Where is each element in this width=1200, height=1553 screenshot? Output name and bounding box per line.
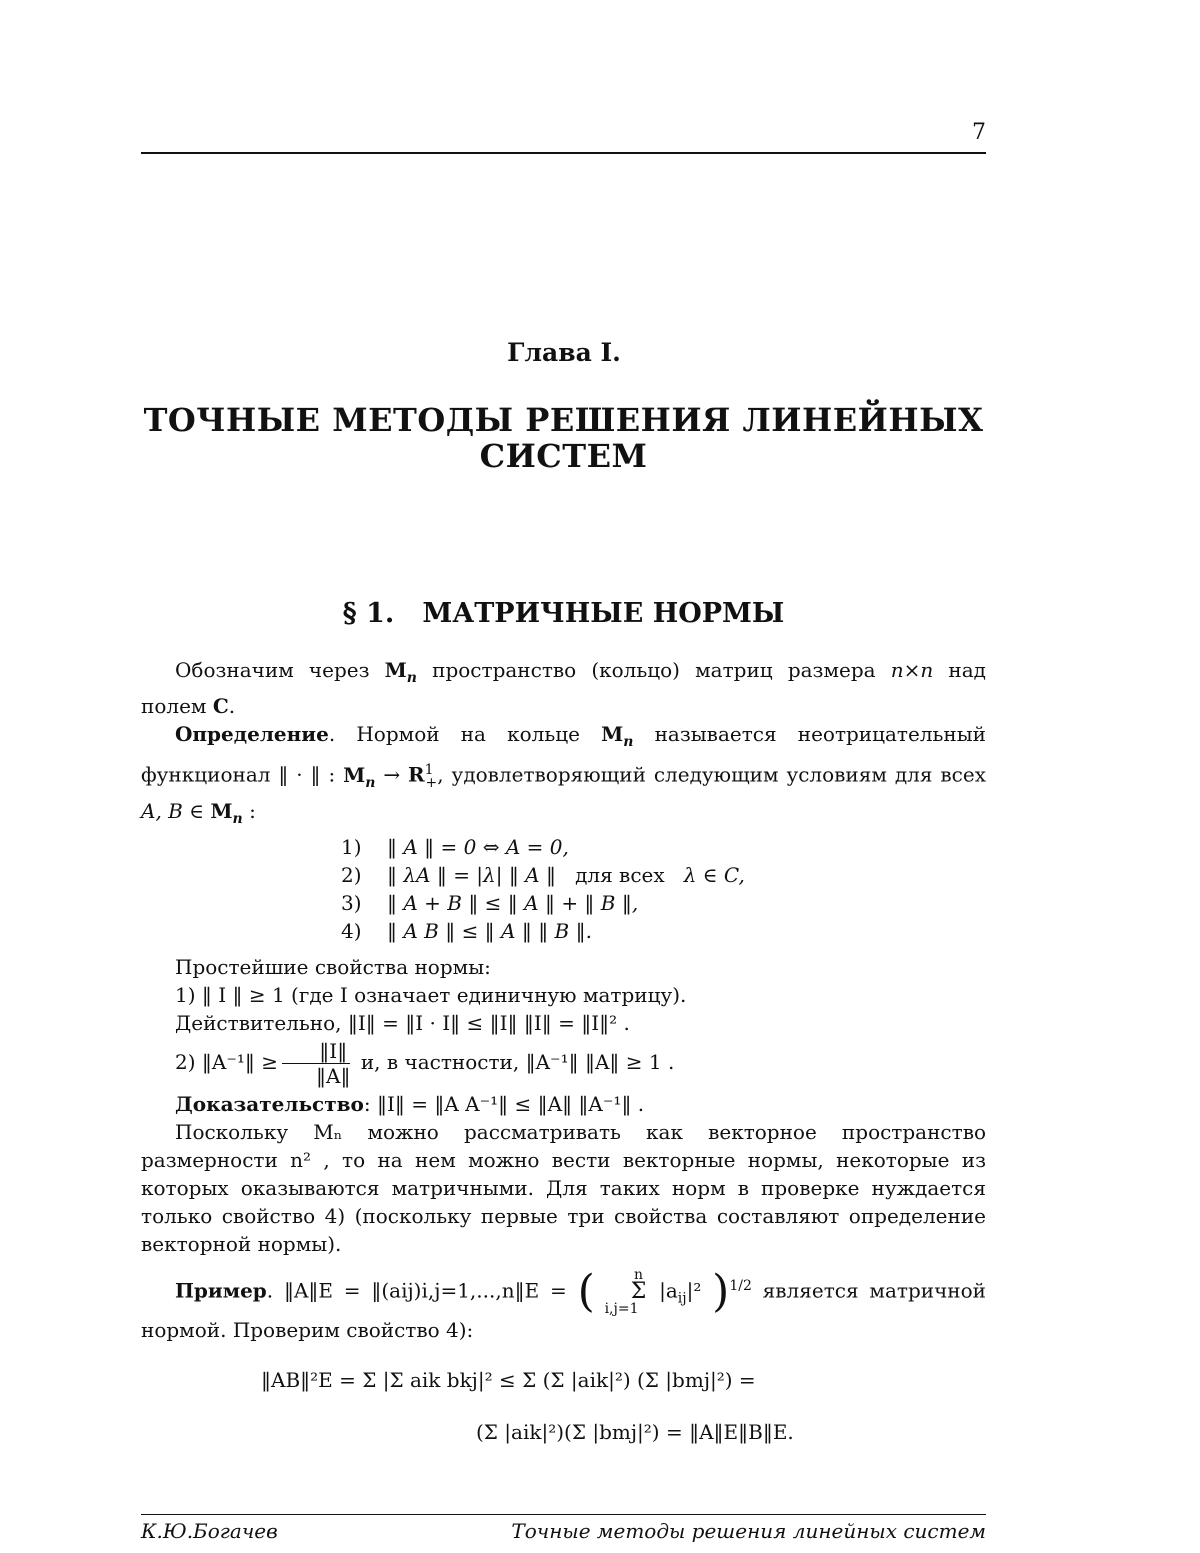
text-span: является матричной нормой. Проверим свойство 4): bbox=[141, 1278, 986, 1342]
condition-1: 1) ‖ A ‖ = 0 ⇔ A = 0, bbox=[341, 834, 569, 859]
chapter-title-line2: СИСТЕМ bbox=[479, 437, 648, 475]
text-span: над полем bbox=[141, 658, 986, 718]
footer-book-title: Точные методы решения линейных систем bbox=[511, 1519, 986, 1543]
text-span: Обозначим через bbox=[175, 658, 385, 682]
footer-author: К.Ю.Богачев bbox=[141, 1519, 278, 1543]
page-number: 7 bbox=[972, 120, 986, 145]
proof bbox=[141, 1090, 986, 1118]
text-span: и, в частности, ‖A⁻¹‖ ‖A‖ ≥ 1 . bbox=[354, 1049, 675, 1074]
condition-4: 4) ‖ A B ‖ ≤ ‖ A ‖ ‖ B ‖. bbox=[341, 918, 592, 943]
text-span: 2) ‖A⁻¹‖ ≥ bbox=[175, 1049, 279, 1074]
running-footer bbox=[141, 1514, 986, 1543]
property-1: 1) ‖ I ‖ ≥ 1 (где I означает единичную матрицу). bbox=[175, 982, 687, 1007]
example-formula: . ‖A‖E = ‖(aij)i,j=1,...,n‖E = bbox=[266, 1278, 567, 1303]
text-span: , удовлетворяющий следующим условиям для всех bbox=[437, 762, 986, 787]
chapter-title bbox=[141, 402, 986, 474]
text-span: пространство (кольцо) матриц размера bbox=[416, 658, 891, 682]
property-2 bbox=[141, 1039, 986, 1088]
fraction bbox=[282, 1039, 350, 1088]
equation-line-1: ‖AB‖²E = Σ |Σ aik bkj|² ≤ Σ (Σ |aik|²) (Σ |bmj|²) = bbox=[261, 1367, 756, 1392]
properties-title: Простейшие свойства нормы: bbox=[175, 954, 491, 979]
text-span: : ‖I‖ = ‖A A⁻¹‖ ≤ ‖A‖ ‖A⁻¹‖ . bbox=[363, 1091, 645, 1116]
section-title bbox=[141, 598, 986, 629]
definition-label: Определение bbox=[175, 722, 329, 746]
norm-conditions bbox=[341, 833, 986, 945]
paragraph-definition: Определение. Нормой на кольце $M_n$ называется неотрицательный функционал ‖ · ‖ : $M_n \to R^1_+$, удовлетворяющий следующим условиям для всех A, B ∈ $M_n$ : bbox=[141, 722, 986, 827]
fraction-denominator: ‖A‖ bbox=[316, 1063, 351, 1088]
text-span: называется неотрицательный функционал bbox=[141, 722, 986, 787]
paragraph-intro: Обозначим через $M_n$ пространство (кольцо) матриц размера n×n над полем C. bbox=[141, 658, 986, 718]
fraction-numerator: ‖I‖ bbox=[282, 1039, 350, 1064]
paragraph-vector-norms: Поскольку Mₙ можно рассматривать как векторное пространство размерности n² , то на нем можно вести векторные нормы, некоторые из которых оказываются матричными. Для таких норм в проверке нуждается только свойство 4) (поскольку первые три свойства составляют определение векторной нормы). bbox=[141, 1119, 986, 1256]
chapter-title-line1: ТОЧНЫЕ МЕТОДЫ РЕШЕНИЯ ЛИНЕЙНЫХ bbox=[143, 401, 984, 439]
section-number: § 1. bbox=[342, 598, 395, 629]
equation-line-2: (Σ |aik|²)(Σ |bmj|²) = ‖A‖E‖B‖E. bbox=[476, 1419, 794, 1444]
body-text bbox=[141, 656, 986, 1446]
text-span: . Нормой на кольце bbox=[328, 722, 602, 746]
proof-label: Доказательство bbox=[175, 1091, 364, 1116]
condition-2: 2) ‖ λA ‖ = |λ| ‖ A ‖ для всех λ ∈ C, bbox=[341, 862, 745, 887]
chapter-label: Глава I. bbox=[507, 338, 621, 367]
paragraph-example: Пример. ‖A‖E = ‖(aij)i,j=1,...,n‖E = ( n Σ i,j=1 $|a_{ij}|^2$ )$^{1/2}$ является матричной нормой. Проверим свойство 4): bbox=[141, 1265, 986, 1342]
section-name: МАТРИЧНЫЕ НОРМЫ bbox=[422, 598, 785, 629]
example-label: Пример bbox=[175, 1278, 267, 1303]
property-1-proof: Действительно, ‖I‖ = ‖I · I‖ ≤ ‖I‖ ‖I‖ = ‖I‖² . bbox=[175, 1010, 630, 1035]
condition-3: 3) ‖ A + B ‖ ≤ ‖ A ‖ + ‖ B ‖, bbox=[341, 890, 639, 915]
running-header bbox=[141, 120, 986, 154]
